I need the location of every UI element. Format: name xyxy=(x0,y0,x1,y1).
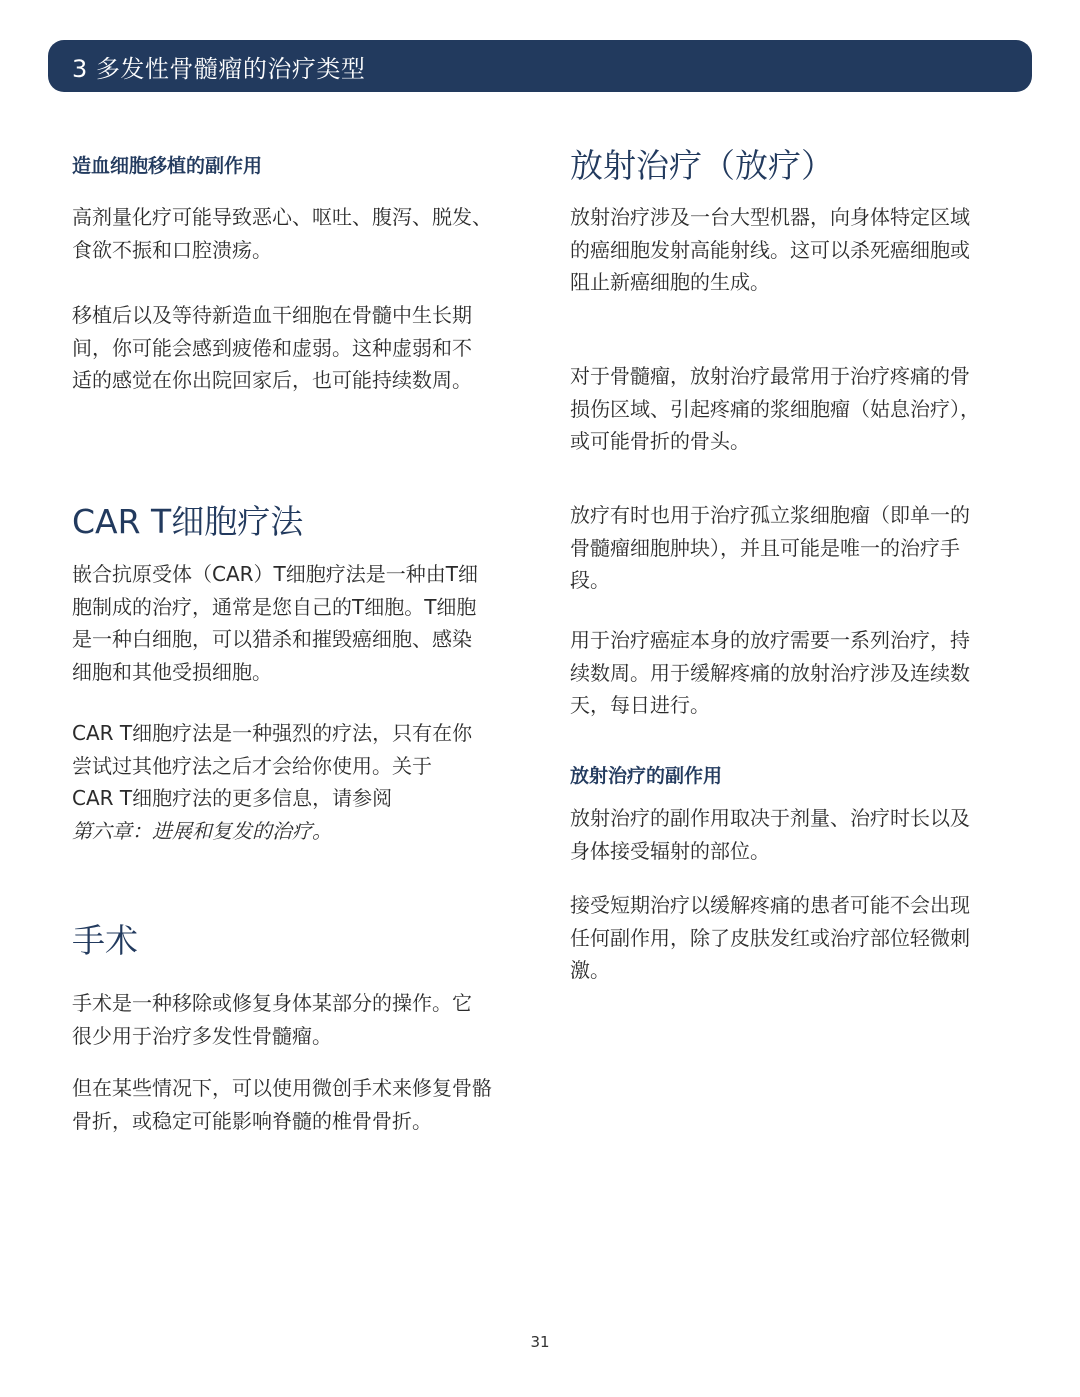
text-line: 或可能骨折的骨头。 xyxy=(570,429,750,453)
text-line: 放疗有时也用于治疗孤立浆细胞瘤（即单一的 xyxy=(570,503,970,527)
paragraph-surgery-2 xyxy=(72,1072,492,1137)
text-line: 是一种白细胞，可以猎杀和摧毁癌细胞、感染 xyxy=(72,627,472,651)
section-heading-car-t: CAR T细胞疗法 xyxy=(72,502,304,541)
section-heading-transplant-side-effects: 造血细胞移植的副作用 xyxy=(72,155,263,177)
text-line: 但在某些情况下，可以使用微创手术来修复骨骼 xyxy=(72,1076,492,1100)
text-line: 天，每日进行。 xyxy=(570,693,710,717)
chapter-six-reference-link[interactable]: 第六章：进展和复发的治疗。 xyxy=(72,818,332,843)
paragraph-surgery-1 xyxy=(72,987,472,1052)
text-line: 胞制成的治疗，通常是您自己的T细胞。T细胞 xyxy=(72,594,477,619)
paragraph-transplant-side-effects-2 xyxy=(72,299,472,397)
paragraph-radiation-side-effects-2 xyxy=(570,889,970,987)
text-line: 放射治疗涉及一台大型机器，向身体特定区域 xyxy=(570,205,970,229)
text-line: 适的感觉在你出院回家后，也可能持续数周。 xyxy=(72,368,472,392)
text-line: 损伤区域、引起疼痛的浆细胞瘤（姑息治疗）， xyxy=(570,396,980,421)
text-line: 手术是一种移除或修复身体某部分的操作。它 xyxy=(72,991,472,1015)
text-line: 对于骨髓瘤，放射治疗最常用于治疗疼痛的骨 xyxy=(570,364,970,388)
paragraph-radiation-4 xyxy=(570,624,970,722)
text-line: 的癌细胞发射高能射线。这可以杀死癌细胞或 xyxy=(570,237,970,262)
text-line: 接受短期治疗以缓解疼痛的患者可能不会出现 xyxy=(570,893,970,917)
text-line: 段。 xyxy=(570,568,610,592)
text-line: 放射治疗的副作用取决于剂量、治疗时长以及 xyxy=(570,806,970,830)
paragraph-radiation-3 xyxy=(570,499,970,597)
text-line: CAR T细胞疗法是一种强烈的疗法，只有在你 xyxy=(72,721,473,745)
text-line: 嵌合抗原受体（CAR）T细胞疗法是一种由T细 xyxy=(72,562,478,586)
section-heading-radiation: 放射治疗（放疗） xyxy=(570,146,834,185)
paragraph-radiation-side-effects-1 xyxy=(570,802,970,867)
text-line: 移植后以及等待新造血干细胞在骨髓中生长期 xyxy=(72,303,472,327)
text-line: 细胞和其他受损细胞。 xyxy=(72,659,272,684)
text-line: 食欲不振和口腔溃疡。 xyxy=(72,237,272,262)
text-line: 用于治疗癌症本身的放疗需要一系列治疗，持 xyxy=(570,628,970,652)
text-line: 任何副作用，除了皮肤发红或治疗部位轻微刺 xyxy=(570,925,970,950)
text-line: 阻止新癌细胞的生成。 xyxy=(570,270,770,294)
page-number: 31 xyxy=(530,1333,550,1351)
text-line: 高剂量化疗可能导致恶心、呕吐、腹泻、脱发、 xyxy=(72,205,492,229)
text-line: CAR T细胞疗法的更多信息，请参阅 xyxy=(72,786,393,810)
text-line: 续数周。用于缓解疼痛的放射治疗涉及连续数 xyxy=(570,660,970,685)
text-line: 身体接受辐射的部位。 xyxy=(570,838,770,863)
paragraph-radiation-2 xyxy=(570,360,980,458)
text-line: 很少用于治疗多发性骨髓瘤。 xyxy=(72,1023,332,1048)
text-line: 尝试过其他疗法之后才会给你使用。关于 xyxy=(72,753,432,778)
text-line: 骨髓瘤细胞肿块），并且可能是唯一的治疗手 xyxy=(570,535,960,560)
paragraph-transplant-side-effects-1 xyxy=(72,201,492,266)
text-line: 骨折，或稳定可能影响脊髓的椎骨骨折。 xyxy=(72,1108,432,1133)
chapter-title: 3 多发性骨髓瘤的治疗类型 xyxy=(72,54,366,83)
paragraph-car-t-1 xyxy=(72,558,478,688)
paragraph-car-t-2 xyxy=(72,717,472,847)
text-line: 激。 xyxy=(570,958,610,982)
text-line: 间，你可能会感到疲倦和虚弱。这种虚弱和不 xyxy=(72,335,472,360)
paragraph-radiation-1 xyxy=(570,201,970,299)
section-heading-surgery: 手术 xyxy=(72,921,138,960)
section-heading-radiation-side-effects: 放射治疗的副作用 xyxy=(570,765,723,787)
chapter-header-bar xyxy=(48,40,1032,92)
